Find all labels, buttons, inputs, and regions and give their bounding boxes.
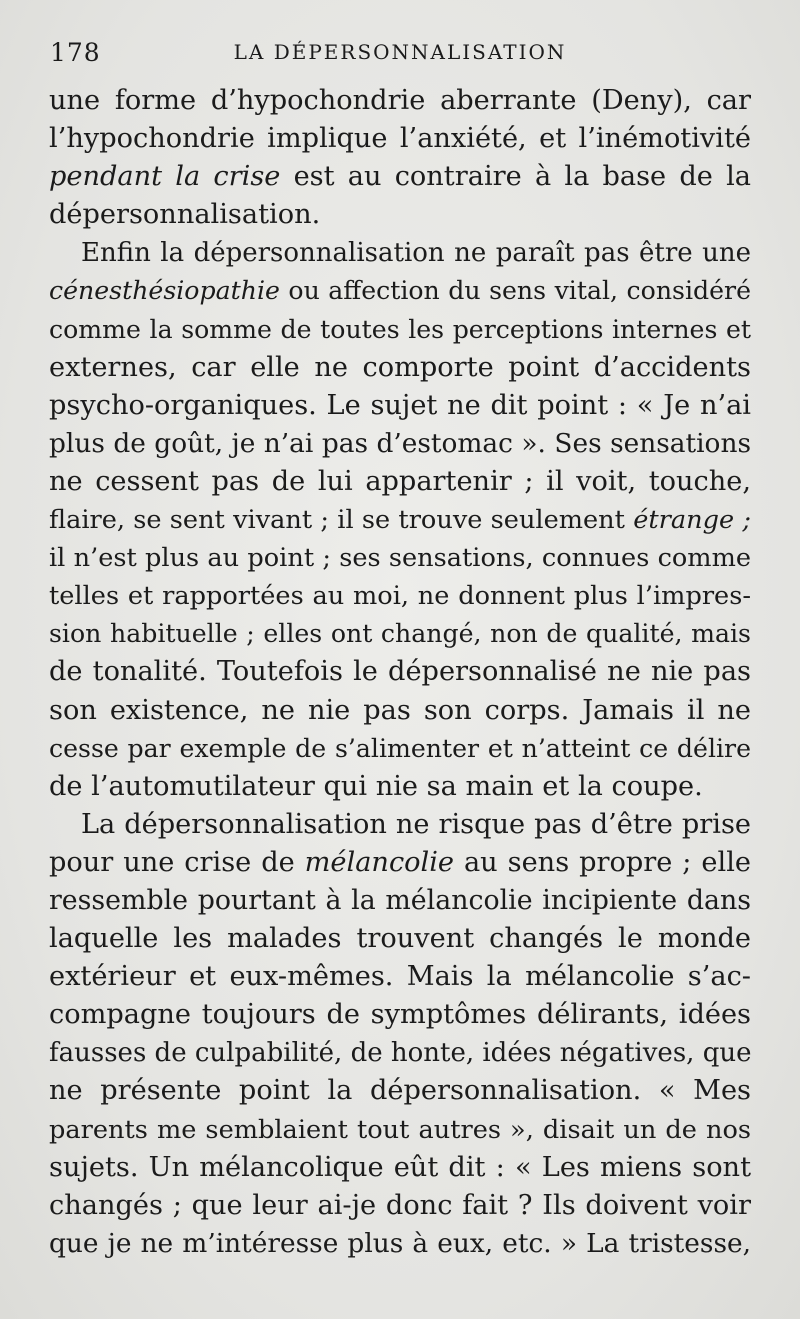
text-line bbox=[49, 1187, 751, 1225]
text-line bbox=[49, 234, 751, 272]
text-segment: La dépersonnalisation ne risque pas d’être prise bbox=[81, 808, 751, 840]
text-segment: externes, car elle ne comporte point d’accidents bbox=[49, 351, 751, 383]
text-segment: sujets. Un mélancolique eût dit : « Les miens sont bbox=[49, 1151, 751, 1183]
text-segment: de tonalité. Toutefois le dépersonnalisé ne nie pas bbox=[49, 656, 751, 688]
page-header bbox=[50, 38, 750, 68]
text-line bbox=[49, 1111, 751, 1149]
text-segment: cesse par exemple de s’alimenter et n’atteint ce délire bbox=[49, 733, 751, 763]
running-title: LA DÉPERSONNALISATION bbox=[233, 40, 567, 64]
page-number: 178 bbox=[50, 38, 101, 67]
text-line bbox=[49, 82, 751, 120]
text-segment: est au contraire à la base de la bbox=[280, 161, 751, 193]
text-line bbox=[49, 996, 751, 1034]
text-segment: ou affection du sens vital, considéré bbox=[279, 276, 751, 306]
text-segment: de l’automutilateur qui nie sa main et la coupe. bbox=[49, 770, 703, 802]
text-segment: plus de goût, je n’ai pas d’estomac ». Ses sensations bbox=[49, 427, 751, 459]
text-segment: fausses de culpabilité, de honte, idées négatives, que bbox=[49, 1038, 752, 1069]
italic-text: cénesthésiopathie bbox=[49, 276, 280, 306]
text-segment: il n’est plus au point ; ses sensations, connues comme bbox=[49, 543, 751, 574]
text-line bbox=[49, 1034, 751, 1072]
text-line bbox=[49, 730, 751, 768]
text-segment: psycho-organiques. Le sujet ne dit point : « Je n’ai bbox=[49, 389, 751, 421]
text-segment: pour une crise de bbox=[49, 846, 305, 878]
text-segment: une forme d’hypochondrie aberrante (Deny), car bbox=[49, 85, 751, 116]
text-segment: son existence, ne nie pas son corps. Jamais il ne bbox=[49, 694, 751, 726]
text-line bbox=[49, 120, 751, 158]
text-line bbox=[49, 844, 751, 882]
text-line bbox=[49, 577, 751, 615]
text-segment: changés ; que leur ai-je donc fait ? Ils doivent voir bbox=[49, 1189, 751, 1221]
text-line bbox=[49, 463, 751, 501]
text-line bbox=[49, 1072, 751, 1110]
text-line bbox=[49, 806, 751, 844]
text-segment: laquelle les malades trouvent changés le monde bbox=[49, 923, 751, 955]
text-segment: que je ne m’intéresse plus à eux, etc. » La tristesse, bbox=[49, 1227, 751, 1259]
text-segment: sion habituelle ; elles ont changé, non de qualité, mais bbox=[49, 619, 751, 649]
text-line bbox=[49, 653, 751, 691]
text-segment: dépersonnalisation. bbox=[49, 199, 321, 231]
italic-text: pendant la crise bbox=[49, 161, 281, 193]
text-segment: flaire, se sent vivant ; il se trouve seulement bbox=[49, 505, 634, 536]
text-segment: telles et rapportées au moi, ne donnent plus l’impres- bbox=[49, 581, 751, 612]
text-line bbox=[49, 768, 751, 806]
text-segment: compagne toujours de symptômes délirants, idées bbox=[49, 999, 751, 1031]
text-segment: au sens propre ; elle bbox=[454, 846, 751, 878]
text-line bbox=[49, 1149, 751, 1187]
text-segment: parents me semblaient tout autres », disait un de nos bbox=[49, 1114, 751, 1145]
text-segment: Enfin la dépersonnalisation ne paraît pas être une bbox=[81, 238, 751, 269]
text-segment: l’hypochondrie implique l’anxiété, et l’inémotivité bbox=[49, 123, 751, 155]
text-line bbox=[49, 615, 751, 653]
text-segment: ressemble pourtant à la mélancolie incipiente dans bbox=[49, 884, 751, 916]
text-segment: extérieur et eux-mêmes. Mais la mélancolie s’ac- bbox=[49, 961, 751, 993]
text-line bbox=[49, 272, 751, 310]
text-line bbox=[49, 1225, 751, 1263]
text-line bbox=[49, 501, 751, 539]
text-line bbox=[49, 349, 751, 387]
text-line bbox=[49, 425, 751, 463]
text-segment: ne présente point la dépersonnalisation. « Mes bbox=[49, 1075, 751, 1107]
text-line bbox=[49, 158, 751, 196]
italic-text: étrange ; bbox=[633, 505, 751, 536]
text-line bbox=[49, 539, 751, 577]
text-line bbox=[49, 958, 751, 996]
text-segment: ne cessent pas de lui appartenir ; il voit, touche, bbox=[49, 465, 751, 497]
text-line bbox=[49, 692, 751, 730]
text-segment: comme la somme de toutes les perceptions internes et bbox=[49, 314, 751, 344]
text-line bbox=[49, 387, 751, 425]
text-line bbox=[49, 311, 751, 349]
text-line bbox=[49, 920, 751, 958]
italic-text: mélancolie bbox=[304, 846, 455, 878]
text-line bbox=[49, 196, 751, 234]
body-text bbox=[49, 82, 751, 1263]
text-line bbox=[49, 882, 751, 920]
